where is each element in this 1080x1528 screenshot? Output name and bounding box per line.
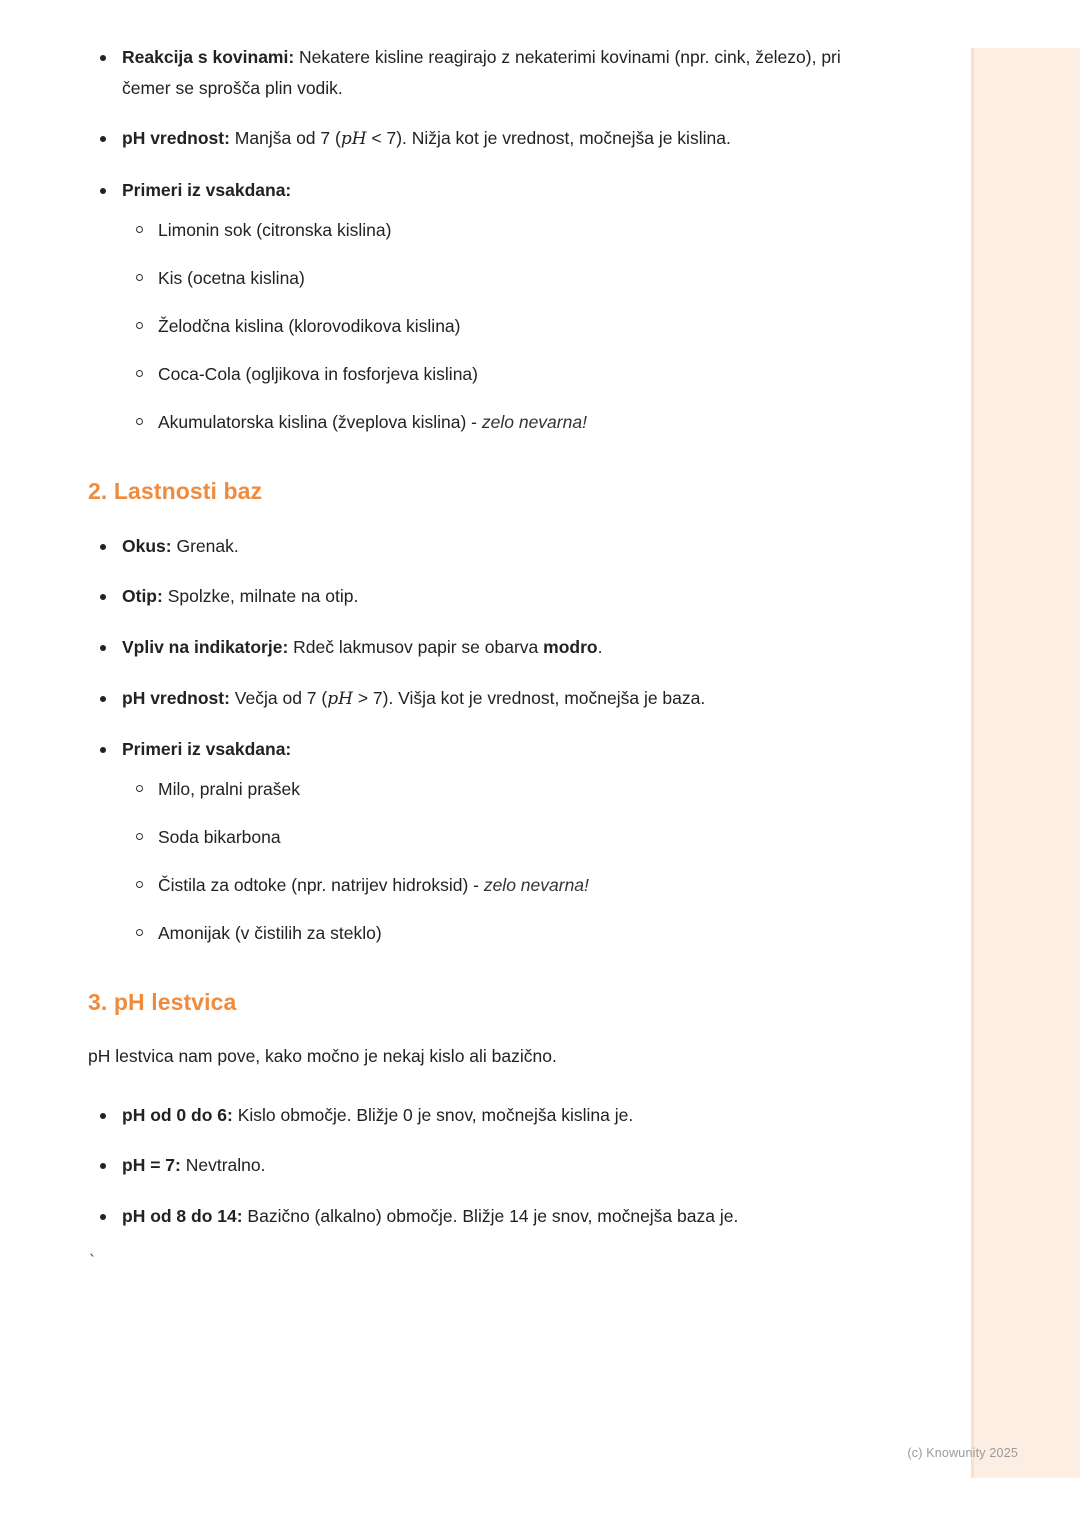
bullet-text: Nevtralno. [180, 1155, 266, 1176]
list-item [88, 123, 878, 155]
ph-scale-list [88, 1100, 878, 1232]
bullet-text-emphasis: modro [543, 636, 598, 657]
bullet-text: Rdeč lakmusov papir se obarva [288, 636, 544, 657]
example-text: Limonin sok (citronska kislina) [158, 219, 392, 240]
example-text: Milo, pralni prašek [158, 778, 300, 799]
base-properties-list [88, 531, 878, 947]
example-note: zelo nevarna! [481, 411, 587, 432]
list-item [122, 312, 878, 340]
list-item [88, 581, 878, 612]
bullet-label: pH vrednost: [122, 128, 230, 149]
list-item [88, 632, 878, 663]
stray-backtick: ` [88, 1251, 98, 1270]
example-text: Čistila za odtoke (npr. natrijev hidroksid) - [158, 874, 484, 895]
list-item [122, 823, 878, 851]
bullet-label: pH od 0 do 6: [122, 1104, 233, 1125]
math-ph: pH [340, 129, 367, 150]
list-item [122, 919, 878, 947]
list-item [88, 1100, 878, 1131]
list-item [122, 264, 878, 292]
bullet-text: Manjša od 7 ( [229, 128, 341, 149]
math-ph: pH [327, 688, 353, 709]
example-text: Amonijak (v čistilih za steklo) [158, 922, 382, 943]
list-item [122, 360, 878, 388]
list-item [88, 1201, 878, 1232]
bullet-label: Reakcija s kovinami: [122, 47, 295, 67]
example-text: Coca-Cola (ogljikova in fosforjeva kislina) [158, 363, 478, 384]
list-item [88, 42, 878, 103]
example-text: Akumulatorska kislina (žveplova kislina) - [158, 411, 482, 432]
bullet-label: Otip: [122, 586, 163, 607]
example-note: zelo nevarna! [483, 874, 589, 895]
example-text: Želodčna kislina (klorovodikova kislina) [158, 315, 461, 336]
acid-examples-list [122, 216, 878, 436]
list-item [88, 1150, 878, 1181]
page-side-strip-divider [971, 48, 974, 1478]
list-item [88, 175, 878, 436]
base-examples-list [122, 775, 878, 947]
bullet-label: Primeri iz vsakdana: [122, 739, 292, 760]
example-text: Kis (ocetna kislina) [158, 267, 305, 288]
example-text: Soda bikarbona [158, 826, 281, 847]
list-item [122, 775, 878, 803]
bullet-text: Spolzke, milnate na otip. [162, 586, 359, 607]
bullet-text: Grenak. [171, 535, 239, 556]
bullet-label: pH od 8 do 14: [122, 1205, 243, 1226]
bullet-text-tail: . [597, 636, 603, 657]
bullet-text: Kislo območje. Bližje 0 je snov, močnejša kislina je. [232, 1104, 634, 1125]
copyright-footer: (c) Knowunity 2025 [907, 1446, 1018, 1460]
bullet-label: Okus: [122, 535, 172, 556]
list-item [88, 734, 878, 947]
ph-scale-intro: pH lestvica nam pove, kako močno je nekaj kislo ali bazično. [88, 1045, 557, 1066]
bullet-text-cont: > 7). Višja kot je vrednost, močnejša je baza. [352, 687, 706, 708]
bullet-label: Vpliv na indikatorje: [122, 636, 289, 657]
document-content [88, 42, 878, 1270]
list-item [88, 531, 878, 562]
bullet-label: Primeri iz vsakdana: [122, 180, 292, 200]
list-item [88, 683, 878, 715]
acid-properties-list [88, 42, 878, 436]
bullet-text-cont: < 7). Nižja kot je vrednost, močnejša je kislina. [366, 128, 731, 149]
page-side-strip [974, 48, 1080, 1478]
bullet-text: Bazično (alkalno) območje. Bližje 14 je snov, močnejša baza je. [242, 1205, 739, 1226]
bullet-text: Večja od 7 ( [229, 687, 328, 708]
bullet-label: pH vrednost: [122, 687, 230, 708]
section-heading-ph-scale: 3. pH lestvica [88, 988, 237, 1015]
section-heading-bases: 2. Lastnosti baz [88, 477, 263, 504]
list-item [122, 216, 878, 244]
bullet-label: pH = 7: [122, 1155, 181, 1176]
bullet-text: Nekatere kisline reagirajo z nekaterimi kovinami (npr. cink, železo), pri čemer se sprošča plin vodik. [122, 47, 841, 98]
list-item [122, 408, 878, 436]
list-item [122, 871, 878, 899]
